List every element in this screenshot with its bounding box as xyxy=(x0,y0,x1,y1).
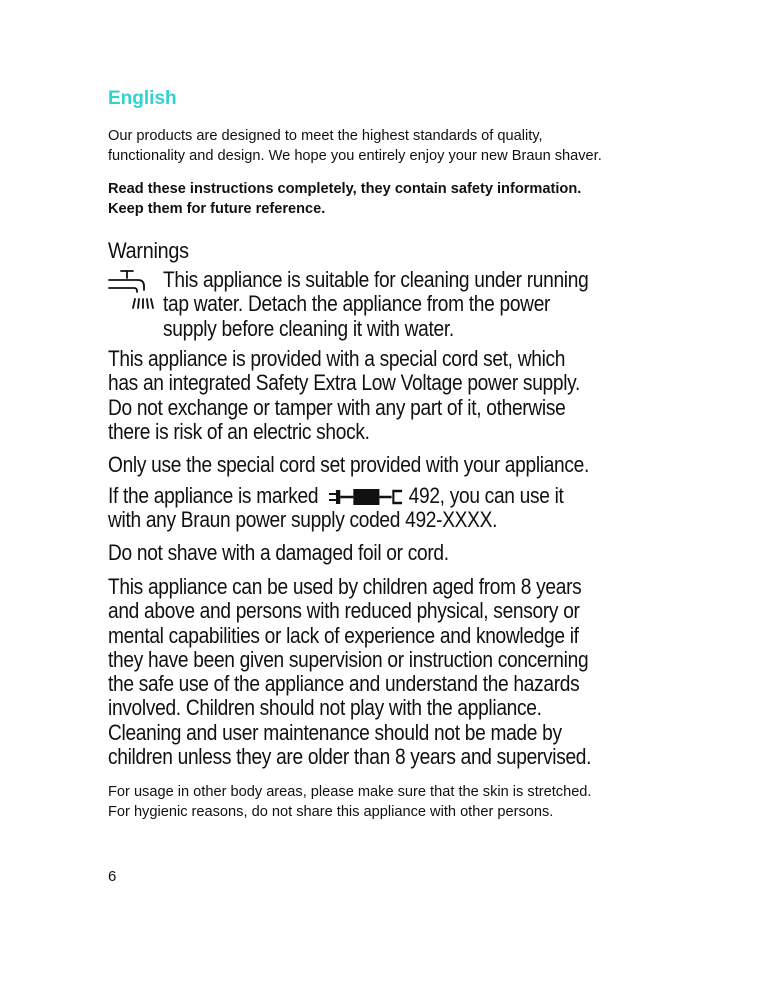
running-tap-water-icon xyxy=(108,268,158,316)
cord-set-warning xyxy=(108,347,580,444)
footnote-paragraph xyxy=(108,782,708,822)
cord-warning-line: there is risk of an electric shock. xyxy=(108,418,370,444)
tap-water-warning xyxy=(163,268,588,341)
language-heading: English xyxy=(108,88,177,109)
warnings-title: Warnings xyxy=(108,238,189,263)
children-warning-line: involved. Children should not play with the appliance. xyxy=(108,695,542,721)
read-notice-line: Keep them for future reference. xyxy=(108,201,326,217)
marked-line-2: with any Braun power supply coded 492-XXXX. xyxy=(108,507,498,533)
children-warning-line: Cleaning and user maintenance should not be made by xyxy=(108,719,562,745)
read-notice-line: Read these instructions completely, they contain safety information. xyxy=(108,181,582,197)
cord-warning-line: has an integrated Safety Extra Low Voltage power supply. xyxy=(108,370,581,396)
children-warning-line: the safe use of the appliance and understand the hazards xyxy=(108,671,580,697)
children-warning-line: and above and persons with reduced physical, sensory or xyxy=(108,598,580,624)
marked-line xyxy=(108,484,564,508)
footnote-line: For usage in other body areas, please make sure that the skin is stretched. xyxy=(108,784,592,800)
read-notice xyxy=(108,179,688,219)
cord-warning-line: Do not exchange or tamper with any part of it, otherwise xyxy=(108,394,566,420)
intro-line: functionality and design. We hope you entirely enjoy your new Braun shaver. xyxy=(108,148,602,164)
tap-warning-line: supply before cleaning it with water. xyxy=(163,315,454,341)
cord-warning-line: This appliance is provided with a special cord set, which xyxy=(108,346,566,371)
children-warning-line: children unless they are older than 8 years and supervised. xyxy=(108,744,592,770)
children-warning-line: mental capabilities or lack of experience and knowledge if xyxy=(108,622,579,648)
children-warning-line: This appliance can be used by children aged from 8 years xyxy=(108,574,582,599)
marked-after-text: 492, you can use it xyxy=(408,483,564,508)
children-warning-line: they have been given supervision or instruction concerning xyxy=(108,646,589,672)
page-number: 6 xyxy=(108,868,117,885)
marked-before-text: If the appliance is marked xyxy=(108,483,319,508)
children-warning xyxy=(108,575,591,769)
power-supply-plug-icon xyxy=(329,487,404,505)
intro-line: Our products are designed to meet the highest standards of quality, xyxy=(108,128,543,144)
marked-appliance-note xyxy=(108,484,564,533)
intro-paragraph xyxy=(108,126,688,166)
tap-warning-line: tap water. Detach the appliance from the power xyxy=(163,291,551,317)
footnote-line: For hygienic reasons, do not share this appliance with other persons. xyxy=(108,804,554,820)
tap-warning-line: This appliance is suitable for cleaning under running xyxy=(163,267,589,292)
foil-warning: Do not shave with a damaged foil or cord. xyxy=(108,540,449,565)
only-use-cord-warning: Only use the special cord set provided with your appliance. xyxy=(108,452,590,477)
